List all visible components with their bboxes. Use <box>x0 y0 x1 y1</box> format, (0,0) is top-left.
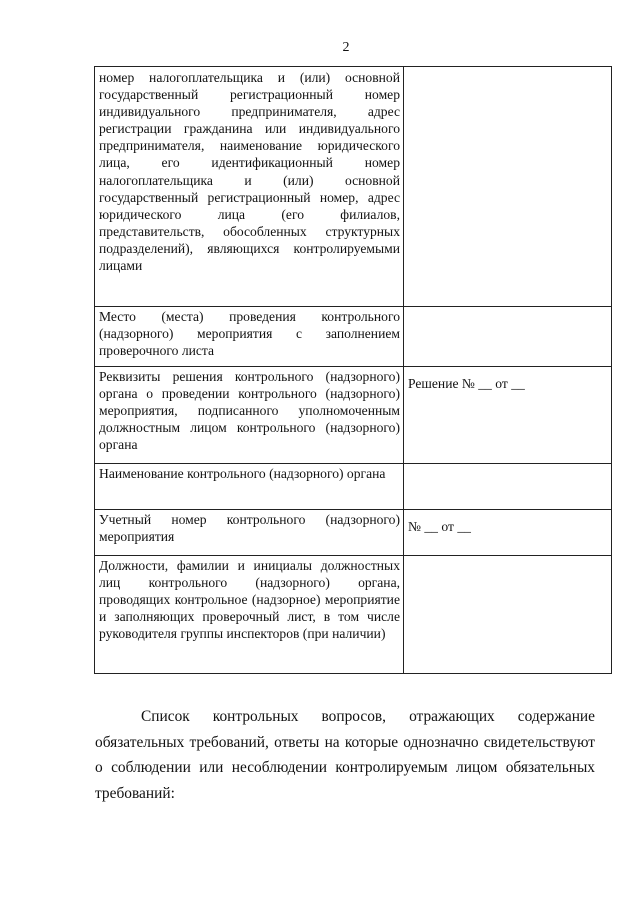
row-value-taxpayer-info <box>404 67 612 307</box>
table-row <box>95 464 612 510</box>
row-value-registration-number: № __ от __ <box>404 510 612 556</box>
row-label-inspection-place: Место (места) проведения контрольного (надзорного) мероприятия с заполнением проверочного листа <box>95 307 404 367</box>
row-label-inspectors: Должности, фамилии и инициалы должностных лиц контрольного (надзорного) органа, проводящих контрольное (надзорное) мероприятие и заполняющих проверочный лист, в том числе руководителя группы инспекторов (при наличии) <box>95 556 404 674</box>
inspection-details-table <box>94 66 612 674</box>
table-row <box>95 67 612 307</box>
row-label-taxpayer-info: номер налогоплательщика и (или) основной государственный регистрационный номер индивидуального предпринимателя, адрес регистрации гражданина или индивидуального предпринимателя, наименование юридического лица, его идентификационный номер налогоплательщика и (или) основной государственный регистрационный номер, адрес юридического лица (его филиалов, представительств, обособленных структурных подразделений), являющихся контролируемыми лицами <box>95 67 404 307</box>
table-row <box>95 556 612 674</box>
row-value-authority-name <box>404 464 612 510</box>
table-row <box>95 510 612 556</box>
row-label-decision-details: Реквизиты решения контрольного (надзорного) органа о проведении контрольного (надзорного) мероприятия, подписанного уполномоченным должностным лицом контрольного (надзорного) органа <box>95 367 404 464</box>
row-label-authority-name: Наименование контрольного (надзорного) органа <box>95 464 404 510</box>
row-value-inspectors <box>404 556 612 674</box>
table-row <box>95 367 612 464</box>
row-value-inspection-place <box>404 307 612 367</box>
row-value-decision-details: Решение № __ от __ <box>404 367 612 464</box>
table-row <box>95 307 612 367</box>
row-label-registration-number: Учетный номер контрольного (надзорного) мероприятия <box>95 510 404 556</box>
page-number: 2 <box>342 40 350 55</box>
checklist-intro-paragraph: Список контрольных вопросов, отражающих содержание обязательных требований, ответы на которые однозначно свидетельствуют о соблюдении или несоблюдении контролируемым лицом обязательных требований: <box>95 708 595 802</box>
